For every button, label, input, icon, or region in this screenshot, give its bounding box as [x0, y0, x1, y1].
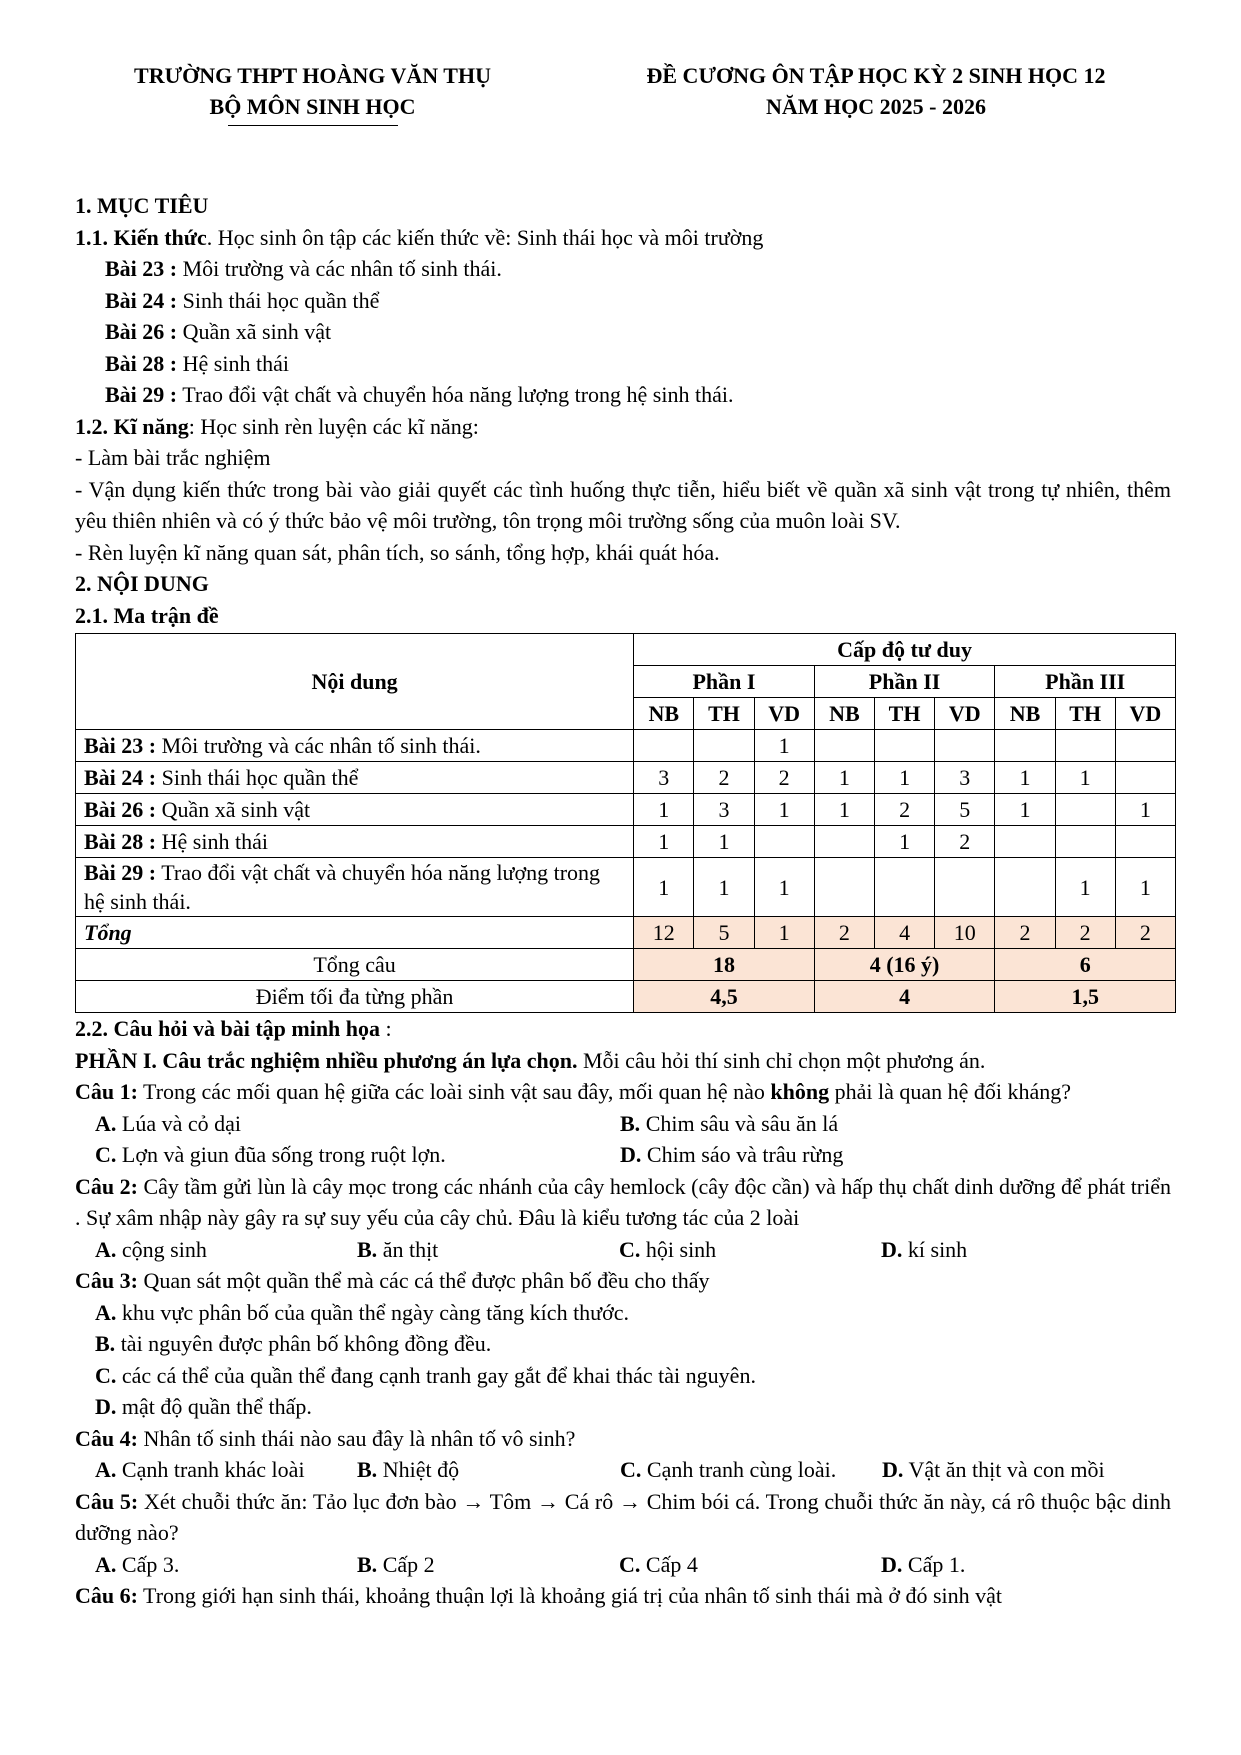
- table-cell: [935, 858, 995, 917]
- row-text: Trao đổi vật chất và chuyển hóa năng lượng trong hệ sinh thái.: [84, 860, 601, 914]
- skills-line: [75, 411, 1171, 443]
- option-a: [75, 1297, 1171, 1329]
- option-text: Nhiệt độ: [382, 1457, 460, 1482]
- question-text: Trong giới hạn sinh thái, khoảng thuận lợi là khoảng giá trị của nhân tố sinh thái mà ở đó sinh vật: [137, 1583, 1003, 1608]
- part-header: Phần I: [634, 666, 815, 698]
- table-cell: 5: [935, 794, 995, 826]
- table-row: [76, 794, 1176, 826]
- option-b: [75, 1328, 1171, 1360]
- total-cell: 4: [874, 917, 934, 949]
- table-row: [76, 730, 1176, 762]
- option-c: [75, 1360, 1171, 1392]
- option-letter: A.: [95, 1110, 117, 1136]
- table-cell: 1: [995, 762, 1055, 794]
- question-4: [75, 1423, 1171, 1455]
- table-cell: [814, 826, 874, 858]
- part1-heading: [75, 1045, 1171, 1077]
- table-cell: 1: [1115, 794, 1175, 826]
- option-text: Cấp 1.: [907, 1551, 966, 1577]
- questions-heading-text: 2.2. Câu hỏi và bài tập minh họa: [75, 1016, 381, 1041]
- options-row: [75, 1139, 1171, 1171]
- level-subheader: NB: [995, 698, 1055, 730]
- option-letter: C.: [619, 1236, 641, 1262]
- level-subheader: VD: [935, 698, 995, 730]
- table-cell: [634, 730, 694, 762]
- part1-text: Mỗi câu hỏi thí sinh chỉ chọn một phương án.: [577, 1047, 986, 1073]
- level-subheader: TH: [694, 698, 754, 730]
- table-cell: 1: [634, 794, 694, 826]
- total-label: Tổng: [76, 917, 634, 949]
- max-score-row-cell: 4,5: [634, 981, 815, 1013]
- table-cell: 3: [634, 762, 694, 794]
- option-d: [882, 1454, 1105, 1486]
- question-text: Quan sát một quần thể mà các cá thể được phân bố đều cho thấy: [137, 1268, 710, 1293]
- option-letter: A.: [95, 1299, 117, 1325]
- total-row: [76, 917, 1176, 949]
- table-cell: [1055, 730, 1115, 762]
- option-d: [881, 1549, 965, 1581]
- skills-text: : Học sinh rèn luyện các kĩ năng:: [188, 413, 479, 439]
- table-cell: 1: [1055, 762, 1115, 794]
- option-c: [619, 1549, 881, 1581]
- question-label: Câu 5:: [75, 1488, 139, 1514]
- question-label: Câu 1:: [75, 1079, 138, 1104]
- skill-item: - Làm bài trắc nghiệm: [75, 445, 271, 470]
- question-6: [75, 1580, 1171, 1612]
- option-b: [620, 1108, 1145, 1140]
- col-header-content: Nội dung: [76, 634, 634, 730]
- question-text: Nhân tố sinh thái nào sau đây là nhân tố vô sinh?: [137, 1425, 576, 1451]
- knowledge-label: 1.1. Kiến thức: [75, 224, 207, 250]
- max-score-row-cell: 4: [814, 981, 995, 1013]
- question-label: Câu 4:: [75, 1425, 138, 1451]
- option-c: [95, 1139, 620, 1171]
- lesson-text: Trao đổi vật chất và chuyển hóa năng lượng trong hệ sinh thái.: [177, 382, 734, 407]
- col-header-level: Cấp độ tư duy: [634, 634, 1176, 666]
- lesson-item: [75, 285, 1171, 317]
- question-label: Câu 2:: [75, 1173, 138, 1199]
- table-cell: 1: [754, 858, 814, 917]
- table-row: [76, 858, 1176, 917]
- question-5: [75, 1486, 1171, 1549]
- lesson-item: [75, 253, 1171, 285]
- lesson-item: [75, 316, 1171, 348]
- sum-row-cell: 18: [634, 949, 815, 981]
- option-text: Vật ăn thịt và con mồi: [908, 1457, 1105, 1482]
- question-2: [75, 1171, 1171, 1234]
- table-cell: [1115, 762, 1175, 794]
- total-cell: 1: [754, 917, 814, 949]
- sum-row: [76, 949, 1176, 981]
- option-text: hội sinh: [645, 1236, 717, 1262]
- option-text: Chim sáo và trâu rừng: [646, 1142, 844, 1167]
- option-d: [620, 1139, 1145, 1171]
- option-text: Cấp 3.: [121, 1551, 180, 1577]
- lesson-text: Quần xã sinh vật: [177, 319, 332, 344]
- option-letter: C.: [95, 1362, 117, 1388]
- option-letter: D.: [620, 1142, 642, 1167]
- questions-heading-tail: :: [380, 1016, 392, 1041]
- option-letter: A.: [95, 1236, 117, 1262]
- skill-item: - Vận dụng kiến thức trong bài vào giải quyết các tình huống thực tiễn, hiểu biết về quần xã sinh vật trong tự nhiên, thêm yêu thiên nhiên và có ý thức bảo vệ môi trường, tôn trọng môi trường sống của muôn loài SV.: [75, 476, 1171, 533]
- table-cell: 1: [814, 762, 874, 794]
- table-cell: 1: [874, 762, 934, 794]
- option-d: [75, 1391, 1171, 1423]
- row-label-cell: [76, 794, 634, 826]
- option-text: ăn thịt: [382, 1236, 439, 1262]
- table-cell: 2: [694, 762, 754, 794]
- option-text: tài nguyên được phân bố không đồng đều.: [120, 1331, 492, 1356]
- row-label: Bài 24 :: [84, 765, 157, 790]
- question-text: phải là quan hệ đối kháng?: [829, 1079, 1072, 1104]
- table-cell: [1115, 826, 1175, 858]
- row-label: Bài 29 :: [84, 860, 157, 885]
- lesson-label: Bài 23 :: [105, 256, 178, 281]
- option-text: Chim sâu và sâu ăn lá: [645, 1110, 839, 1136]
- table-cell: [1115, 730, 1175, 762]
- option-letter: B.: [620, 1110, 641, 1136]
- title-block: [596, 60, 1156, 126]
- option-text: khu vực phân bố của quần thể ngày càng tăng kích thước.: [121, 1299, 629, 1325]
- sum-row-label: Tổng câu: [76, 949, 634, 981]
- max-score-row: [76, 981, 1176, 1013]
- section-content-heading: 2. NỘI DUNG: [75, 571, 209, 596]
- table-cell: 3: [694, 794, 754, 826]
- option-text: Cấp 2: [382, 1551, 435, 1577]
- table-cell: 1: [754, 794, 814, 826]
- question-label: Câu 6:: [75, 1583, 138, 1608]
- row-label: Bài 26 :: [84, 797, 157, 822]
- total-cell: 2: [1115, 917, 1175, 949]
- table-cell: [1055, 826, 1115, 858]
- option-b: [357, 1549, 619, 1581]
- table-cell: 1: [874, 826, 934, 858]
- row-text: Quần xã sinh vật: [156, 797, 311, 822]
- part-header: Phần II: [814, 666, 995, 698]
- table-cell: 1: [754, 730, 814, 762]
- table-row: [76, 826, 1176, 858]
- question-text: Trong các mối quan hệ giữa các loài sinh vật sau đây, mối quan hệ nào: [137, 1079, 771, 1104]
- total-cell: 10: [935, 917, 995, 949]
- lesson-label: Bài 29 :: [105, 382, 178, 407]
- option-d: [881, 1234, 967, 1266]
- option-b: [357, 1454, 620, 1486]
- option-text: Lợn và giun đũa sống trong ruột lợn.: [121, 1142, 446, 1167]
- total-cell: 12: [634, 917, 694, 949]
- lesson-text: Sinh thái học quần thể: [177, 287, 380, 313]
- option-letter: C.: [95, 1142, 117, 1167]
- option-b: [357, 1234, 619, 1266]
- option-text: cộng sinh: [121, 1236, 207, 1262]
- option-text: Lúa và cỏ dại: [121, 1110, 241, 1136]
- school-block: [75, 60, 550, 126]
- option-letter: B.: [357, 1551, 378, 1577]
- option-a: [95, 1108, 620, 1140]
- department-name: BỘ MÔN SINH HỌC: [209, 94, 416, 119]
- test-matrix-table: [75, 633, 1176, 1013]
- row-text: Hệ sinh thái: [156, 829, 268, 854]
- option-c: [619, 1234, 881, 1266]
- table-row: [76, 762, 1176, 794]
- part1-label: PHẦN I. Câu trắc nghiệm nhiều phương án lựa chọn.: [75, 1047, 578, 1073]
- option-c: [620, 1454, 882, 1486]
- option-letter: C.: [620, 1457, 642, 1482]
- sum-row-cell: 4 (16 ý): [814, 949, 995, 981]
- option-letter: B.: [357, 1236, 378, 1262]
- table-cell: 1: [634, 858, 694, 917]
- option-text: các cá thể của quần thể đang cạnh tranh gay gắt để khai thác tài nguyên.: [121, 1362, 756, 1388]
- sum-row-cell: 6: [995, 949, 1176, 981]
- lesson-label: Bài 24 :: [105, 287, 178, 313]
- option-letter: B.: [95, 1331, 116, 1356]
- option-text: Cấp 4: [645, 1551, 698, 1577]
- table-cell: 1: [634, 826, 694, 858]
- table-cell: 2: [935, 826, 995, 858]
- header-underline: [228, 125, 398, 126]
- row-label-cell: [76, 858, 634, 917]
- row-text: Môi trường và các nhân tố sinh thái.: [156, 733, 481, 758]
- level-subheader: TH: [874, 698, 934, 730]
- row-label-cell: [76, 826, 634, 858]
- total-cell: 5: [694, 917, 754, 949]
- level-subheader: NB: [634, 698, 694, 730]
- total-cell: 2: [995, 917, 1055, 949]
- option-text: Cạnh tranh khác loài: [121, 1457, 305, 1482]
- row-text: Sinh thái học quần thể: [156, 765, 359, 790]
- lesson-item: [75, 379, 1171, 411]
- school-name: TRƯỜNG THPT HOÀNG VĂN THỤ: [134, 63, 491, 88]
- table-cell: [814, 858, 874, 917]
- skill-item: - Rèn luyện kĩ năng quan sát, phân tích, so sánh, tổng hợp, khái quát hóa.: [75, 539, 720, 565]
- lesson-item: [75, 348, 1171, 380]
- question-3: [75, 1265, 1171, 1297]
- document-header: [75, 60, 1171, 126]
- option-text: mật độ quần thể thấp.: [121, 1394, 312, 1419]
- option-letter: A.: [95, 1551, 117, 1577]
- question-emphasis: không: [770, 1079, 830, 1104]
- table-cell: [935, 730, 995, 762]
- matrix-heading: 2.1. Ma trận đề: [75, 602, 219, 628]
- question-text: Xét chuỗi thức ăn: Tảo lục đơn bào → Tôm → Cá rô → Chim bói cá. Trong chuỗi thức ăn này, cá rô thuộc bậc dinh dưỡng nào?: [75, 1488, 1171, 1545]
- row-label-cell: [76, 762, 634, 794]
- options-row: [75, 1549, 1171, 1581]
- total-cell: 2: [1055, 917, 1115, 949]
- options-row: [75, 1454, 1171, 1486]
- row-label: Bài 23 :: [84, 733, 157, 758]
- table-cell: [995, 858, 1055, 917]
- table-cell: 1: [694, 858, 754, 917]
- total-cell: 2: [814, 917, 874, 949]
- question-text: Cây tầm gửi lùn là cây mọc trong các nhánh của cây hemlock (cây độc cần) và hấp thụ chất dinh dưỡng để phát triển . Sự xâm nhập này gây ra sự suy yếu của cây chủ. Đâu là kiểu tương tác của 2 loài: [75, 1173, 1172, 1230]
- option-a: [95, 1549, 357, 1581]
- level-subheader: VD: [754, 698, 814, 730]
- max-score-row-label: Điểm tối đa từng phần: [76, 981, 634, 1013]
- option-text: Cạnh tranh cùng loài.: [646, 1457, 837, 1482]
- knowledge-text: . Học sinh ôn tập các kiến thức về: Sinh thái học và môi trường: [206, 224, 764, 250]
- option-letter: A.: [95, 1457, 117, 1482]
- table-cell: [1055, 794, 1115, 826]
- option-letter: B.: [357, 1457, 378, 1482]
- part-header: Phần III: [995, 666, 1176, 698]
- lesson-label: Bài 26 :: [105, 319, 178, 344]
- table-cell: 1: [1115, 858, 1175, 917]
- question-label: Câu 3:: [75, 1268, 138, 1293]
- row-label-cell: [76, 730, 634, 762]
- table-cell: [995, 730, 1055, 762]
- table-cell: 1: [1055, 858, 1115, 917]
- section-objectives-heading: 1. MỤC TIÊU: [75, 193, 209, 218]
- school-year: NĂM HỌC 2025 - 2026: [766, 94, 986, 119]
- table-cell: [874, 858, 934, 917]
- options-row: [75, 1234, 1171, 1266]
- row-label: Bài 28 :: [84, 829, 157, 854]
- table-cell: 3: [935, 762, 995, 794]
- option-letter: D.: [881, 1236, 903, 1262]
- questions-heading: [75, 1013, 1171, 1045]
- level-subheader: NB: [814, 698, 874, 730]
- table-cell: [754, 826, 814, 858]
- max-score-row-cell: 1,5: [995, 981, 1176, 1013]
- table-cell: 1: [814, 794, 874, 826]
- option-text: kí sinh: [907, 1236, 968, 1262]
- table-cell: [814, 730, 874, 762]
- options-row: [75, 1108, 1171, 1140]
- table-cell: 1: [694, 826, 754, 858]
- table-cell: 2: [754, 762, 814, 794]
- knowledge-line: [75, 222, 1171, 254]
- question-1: [75, 1076, 1171, 1108]
- skills-label: 1.2. Kĩ năng: [75, 413, 189, 439]
- option-a: [95, 1454, 357, 1486]
- table-cell: [874, 730, 934, 762]
- lesson-text: Môi trường và các nhân tố sinh thái.: [177, 256, 502, 281]
- level-subheader: TH: [1055, 698, 1115, 730]
- option-letter: C.: [619, 1551, 641, 1577]
- lesson-text: Hệ sinh thái: [177, 350, 289, 376]
- document-title: ĐỀ CƯƠNG ÔN TẬP HỌC KỲ 2 SINH HỌC 12: [646, 63, 1106, 88]
- level-subheader: VD: [1115, 698, 1175, 730]
- lesson-label: Bài 28 :: [105, 350, 178, 376]
- table-cell: [694, 730, 754, 762]
- option-letter: D.: [881, 1551, 903, 1577]
- option-letter: D.: [95, 1394, 117, 1419]
- option-a: [95, 1234, 357, 1266]
- table-cell: [995, 826, 1055, 858]
- table-cell: 1: [995, 794, 1055, 826]
- option-letter: D.: [882, 1457, 904, 1482]
- table-cell: 2: [874, 794, 934, 826]
